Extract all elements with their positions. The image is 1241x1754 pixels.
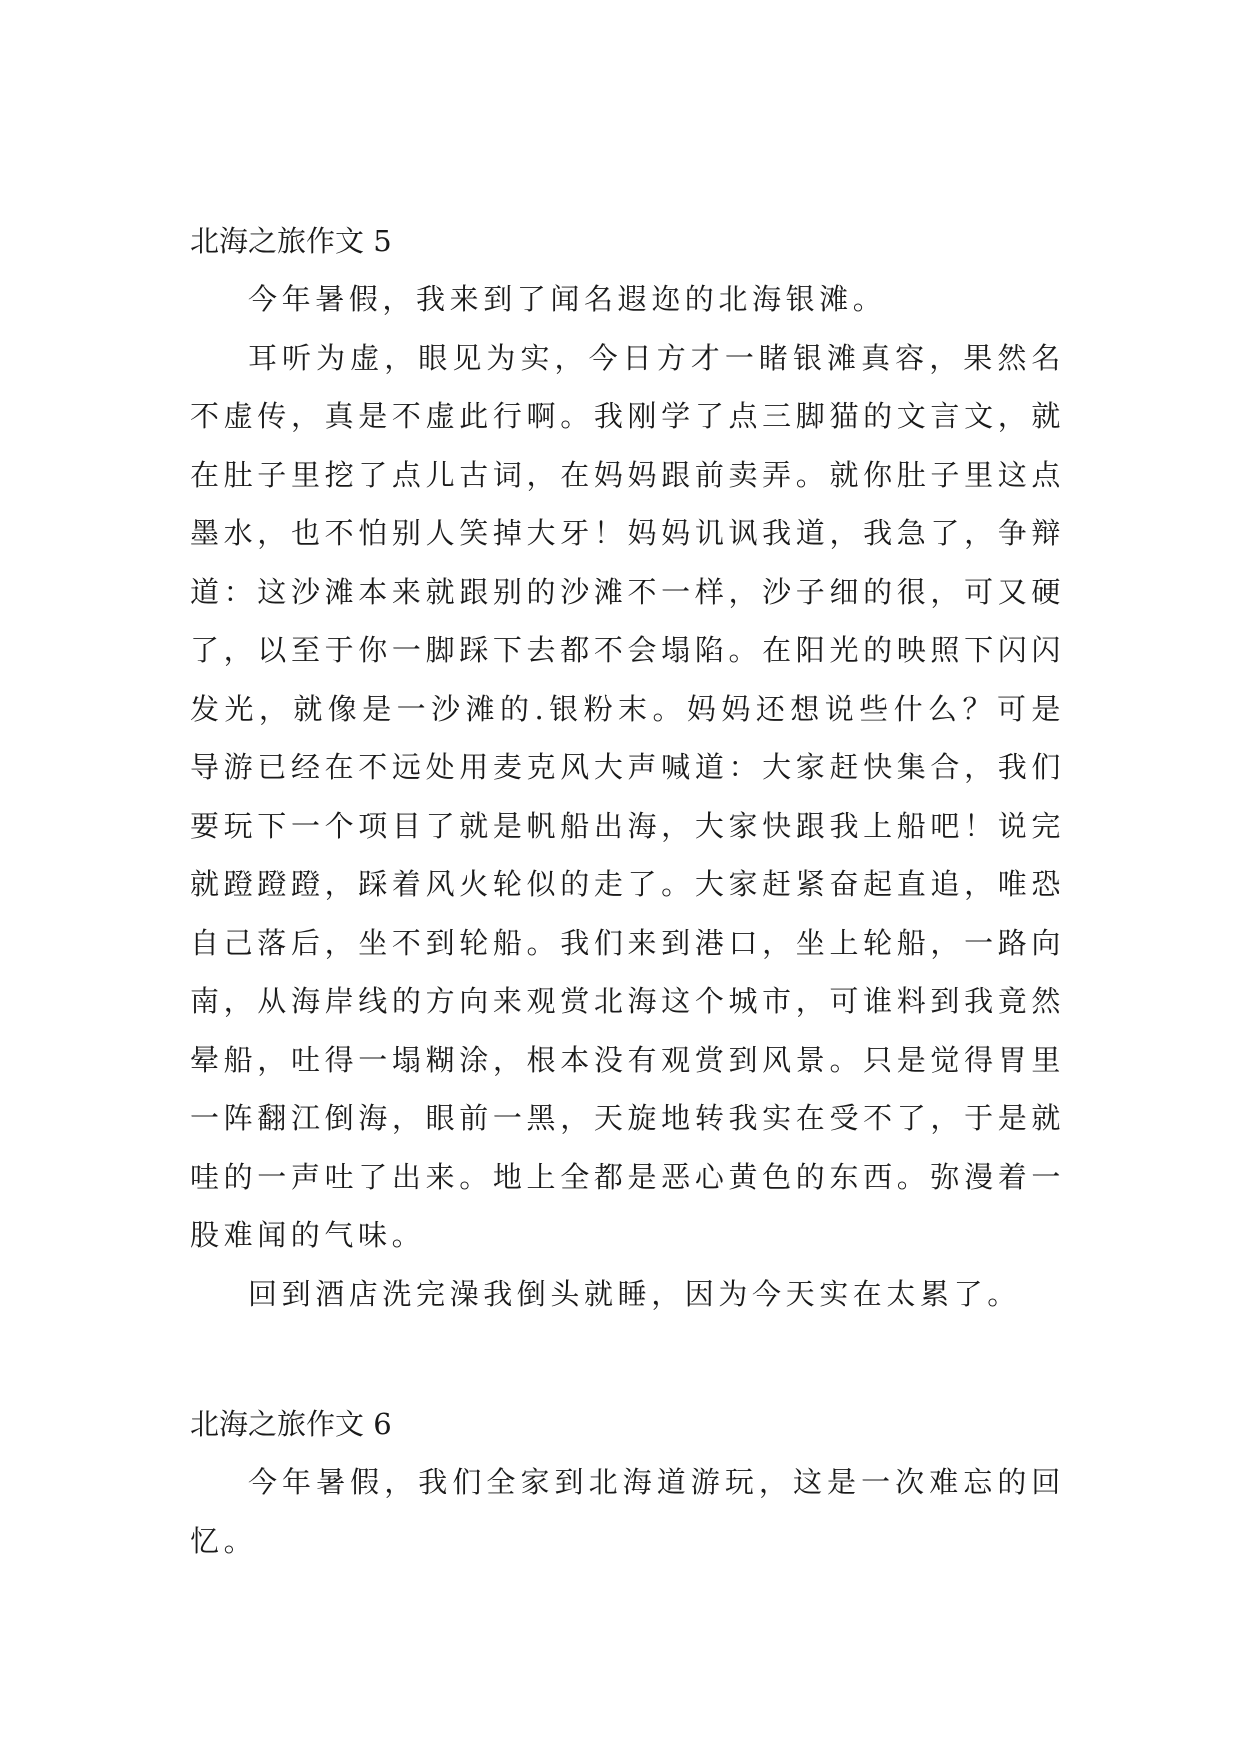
essay-6	[190, 1395, 1065, 1570]
essay-title: 北海之旅作文 6	[190, 1407, 392, 1441]
essay-5	[190, 212, 1065, 1323]
essay-paragraph: 回到酒店洗完澡我倒头就睡，因为今天实在太累了。	[248, 1276, 1021, 1311]
essay-paragraph: 今年暑假，我们全家到北海道游玩，这是一次难忘的回忆。	[190, 1465, 1065, 1558]
essay-paragraph: 耳听为虚，眼见为实，今日方才一睹银滩真容，果然名不虚传，真是不虚此行啊。我刚学了点三脚猫的文言文，就在肚子里挖了点儿古词，在妈妈跟前卖弄。就你肚子里这点墨水，也不怕别人笑掉大牙！妈妈讥讽我道，我急了，争辩道：这沙滩本来就跟别的沙滩不一样，沙子细的很，可又硬了，以至于你一脚踩下去都不会塌陷。在阳光的映照下闪闪发光，就像是一沙滩的.银粉末。妈妈还想说些什么？可是导游已经在不远处用麦克风大声喊道：大家赶快集合，我们要玩下一个项目了就是帆船出海，大家快跟我上船吧！说完就蹬蹬蹬，踩着风火轮似的走了。大家赶紧奋起直追，唯恐自己落后，坐不到轮船。我们来到港口，坐上轮船，一路向南，从海岸线的方向来观赏北海这个城市，可谁料到我竟然晕船，吐得一塌糊涂，根本没有观赏到风景。只是觉得胃里一阵翻江倒海，眼前一黑，天旋地转我实在受不了，于是就哇的一声吐了出来。地上全都是恶心黄色的东西。弥漫着一股难闻的气味。	[190, 340, 1065, 1252]
essay-paragraph: 今年暑假，我来到了闻名遐迩的北海银滩。	[248, 282, 887, 316]
essay-title: 北海之旅作文 5	[190, 224, 392, 258]
